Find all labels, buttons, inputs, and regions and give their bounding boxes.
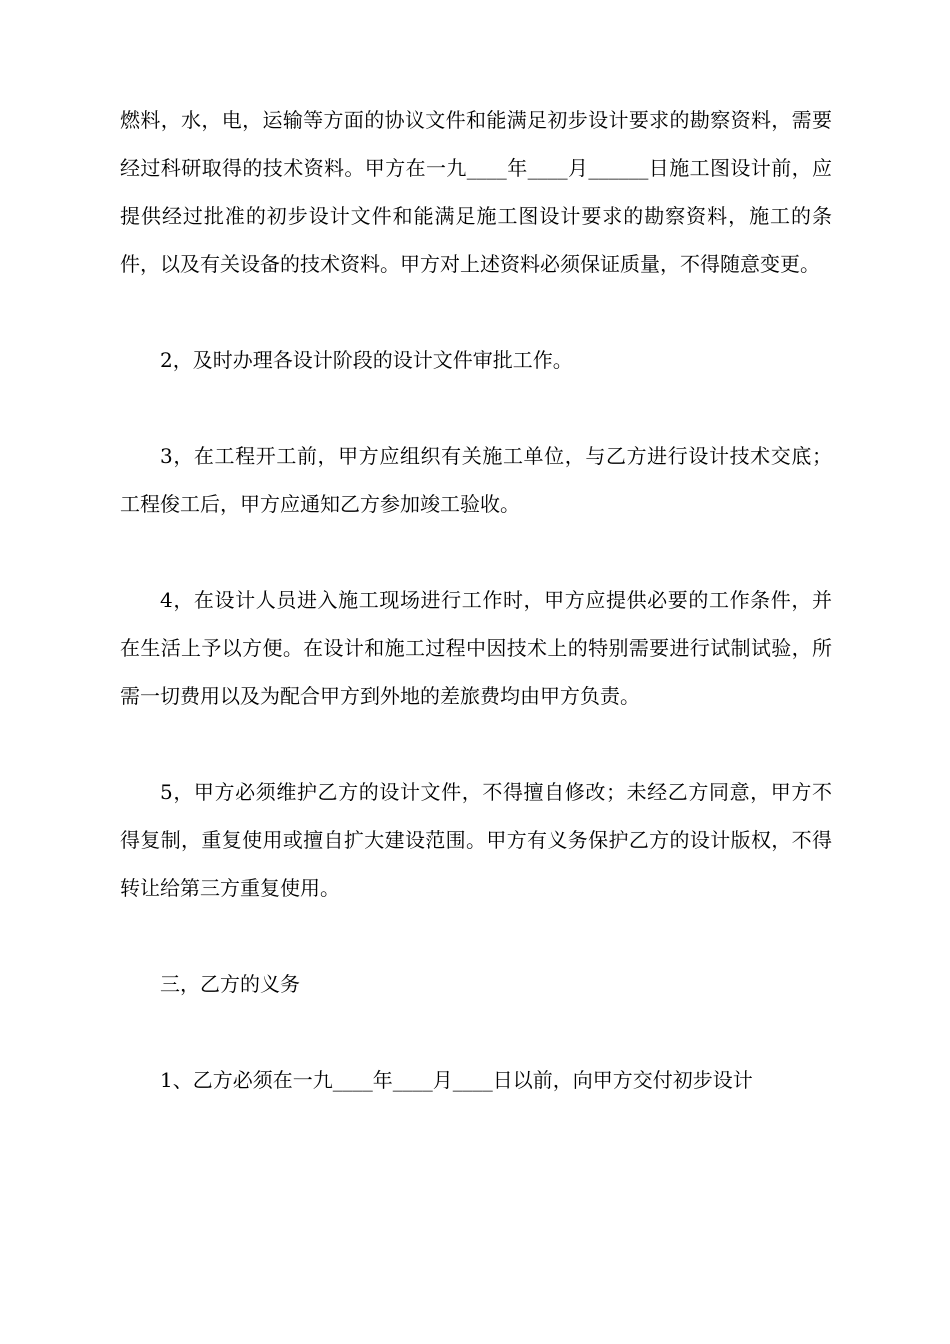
paragraph-7: 1、乙方必须在一九____年____月____日以前，向甲方交付初步设计 (160, 1068, 753, 1092)
document-body (120, 96, 832, 1104)
paragraph-3: 3，在工程开工前，甲方应组织有关施工单位，与乙方进行设计技术交底；工程俊工后，甲方应通知乙方参加竣工验收。 (120, 444, 832, 516)
paragraph-1: 燃料，水，电，运输等方面的协议文件和能满足初步设计要求的勘察资料，需要经过科研取得的技术资料。甲方在一九____年____月______日施工图设计前，应提供经过批准的初步设计文件和能满足施工图设计要求的勘察资料，施工的条件，以及有关设备的技术资料。甲方对上述资料必须保证质量，不得随意变更。 (120, 108, 832, 276)
section-heading-party-b-obligations: 三，乙方的义务 (160, 972, 300, 996)
paragraph-2: 2，及时办理各设计阶段的设计文件审批工作。 (160, 348, 573, 372)
paragraph-5: 5，甲方必须维护乙方的设计文件，不得擅自修改；未经乙方同意，甲方不得复制，重复使用或擅自扩大建设范围。甲方有义务保护乙方的设计版权，不得转让给第三方重复使用。 (120, 780, 832, 900)
paragraph-4: 4，在设计人员进入施工现场进行工作时，甲方应提供必要的工作条件，并在生活上予以方便。在设计和施工过程中因技术上的特别需要进行试制试验，所需一切费用以及为配合甲方到外地的差旅费均由甲方负责。 (120, 588, 832, 708)
